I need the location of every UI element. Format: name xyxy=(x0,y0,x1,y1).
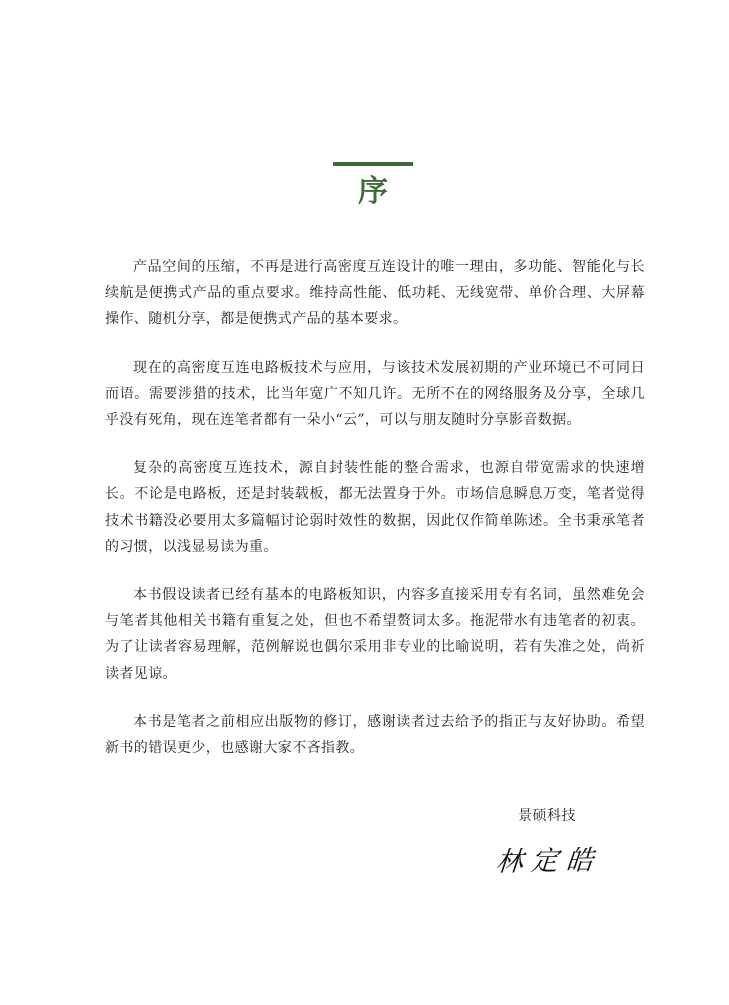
author-organization: 景硕科技 xyxy=(518,808,576,824)
page-title: 序 xyxy=(358,174,388,209)
paragraph-5: 本书是笔者之前相应出版物的修订，感谢读者过去给予的指正与友好协助。希望新书的错误更少，也感谢大家不吝指教。 xyxy=(105,713,645,757)
paragraph-2: 现在的高密度互连电路板技术与应用，与该技术发展初期的产业环境已不可同日而语。需要涉猎的技术，比当年宽广不知几许。无所不在的网络服务及分享，全球几乎没有死角，现在连笔者都有一朵小“云”，可以与朋友随时分享影音数据。 xyxy=(105,359,645,429)
paragraph-3: 复杂的高密度互连技术，源自封装性能的整合需求，也源自带宽需求的快速增长。不论是电路板，还是封装载板，都无法置身于外。市场信息瞬息万变，笔者觉得技术书籍没必要用太多篇幅讨论弱时效性的数据，因此仅作简单陈述。全书秉承笔者的习惯，以浅显易读为重。 xyxy=(105,460,645,555)
paragraph-1: 产品空间的压缩，不再是进行高密度互连设计的唯一理由，多功能、智能化与长续航是便携式产品的重点要求。维持高性能、低功耗、无线宽带、单价合理、大屏幕操作、随机分享，都是便携式产品的基本要求。 xyxy=(105,259,645,328)
title-rule xyxy=(333,162,413,166)
author-signature: 林定皓 xyxy=(494,845,603,878)
preface-body xyxy=(105,254,645,783)
paragraph-4: 本书假设读者已经有基本的电路板知识，内容多直接采用专有名词，虽然难免会与笔者其他相关书籍有重复之处，但也不希望赘词太多。拖泥带水有违笔者的初衷。为了让读者容易理解，范例解说也偶尔采用非专业的比喻说明，若有失准之处，尚祈读者见谅。 xyxy=(105,587,645,682)
